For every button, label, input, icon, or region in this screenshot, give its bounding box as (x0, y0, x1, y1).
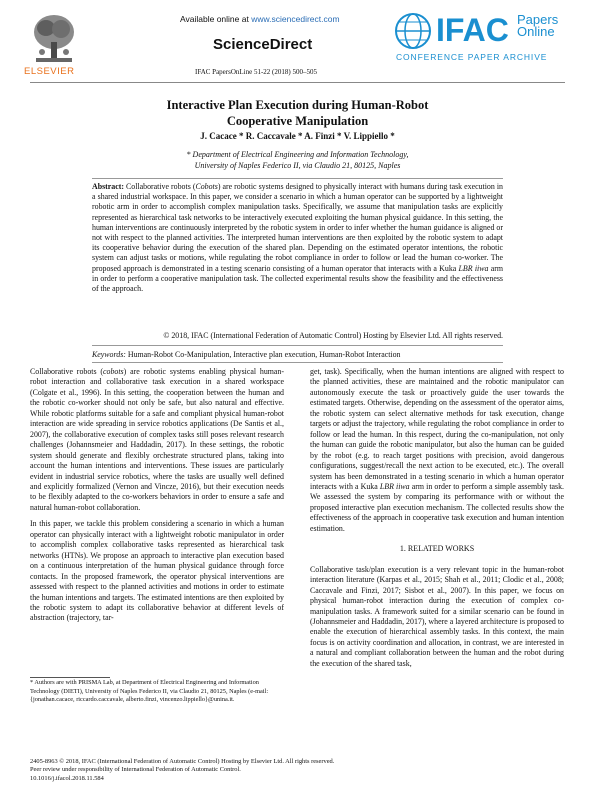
available-prefix: Available online at (180, 14, 249, 24)
right-column (310, 367, 564, 675)
journal-citation: IFAC PapersOnLine 51-22 (2018) 500–505 (195, 68, 317, 76)
ifac-archive-label: CONFERENCE PAPER ARCHIVE (396, 52, 548, 62)
available-online-line (180, 14, 340, 24)
intro-cobots: cobots (103, 367, 124, 376)
footer-issn-line: 2405-8963 © 2018, IFAC (International Federation of Automatic Control) Hosting by Elsevier Ltd. All rights reserved. (30, 758, 335, 765)
affiliation (0, 149, 595, 171)
intro-p3-text-b: arm in order to perform a simple assembly task. We assessed the system by comparing its performance with or without the proposed interactive plan execution mechanism. The collected results show the effectiveness of the approach in cooperative task execution and human intention estimation. (310, 481, 565, 533)
related-works-paragraph: Collaborative task/plan execution is a very relevant topic in the human-robot interaction literature (Karpas et al., 2015; Shah et al., 2011; Clodic et al., 2008; Caccavale and Finzi, 2017; Sisbot et al., 2007). In this paper, we focus on physical human-robot interaction during the execution of complex co-manipulation tasks. A framework suited for a similar scenario can be found in (Johannsmeier and Haddadin, 2017), where a layered architecture is proposed to enable the execution of hierarchical assembly tasks. In this context, the main focus is on activity coordination and allocation, in contrast, we are interested in a natural and compliant collaboration between the human and the robot during the execution of the shared task, (310, 564, 564, 668)
abstract-lbr: LBR iiwa (458, 263, 489, 273)
elsevier-wordmark: ELSEVIER (24, 66, 75, 77)
intro-paragraph-3 (310, 367, 564, 534)
intro-paragraph-1 (30, 367, 284, 513)
abstract-text-2: ) are robotic systems designed to physically interact with humans during task execution in a shared industrial workspace. In this paper, we consider a scenario in which a human operator can be supported by a lightweight robotic arm in order to accomplish complex manipulation tasks. Specifically, we assume that manipulation tasks are explicitly represented as hierarchical task networks to be interactively executed exploiting the human physical guidance. In this setting, the human interventions are continuously interpreted by the robotic system in order to infer whether the human guidance is aligned or not with respect to the planned activities. The interpreted human interventions are then exploited by the robotic system to adapt its cooperative behavior during the execution of the shared plan. Depending on the estimated operator intentions, the robotic system can adjust tasks or motions, while regulating the robot compliance in order to follow or lead the human co-worker. The proposed approach is demonstrated in a testing scenario consisting of a human operator that interacts with a Kuka (92, 182, 503, 273)
abstract-label: Abstract: (92, 182, 124, 191)
ifac-papers-label: Papers (517, 12, 559, 27)
ifac-globe-logo (394, 12, 432, 50)
ifac-papers-online (517, 14, 558, 38)
affiliation-line-2: University of Naples Federico II, via Claudio 21, 80125, Naples (194, 161, 401, 170)
copyright-notice: © 2018, IFAC (International Federation of Automatic Control) Hosting by Elsevier Ltd. All rights reserved. (163, 331, 503, 340)
abstract-top-rule (92, 178, 503, 179)
abstract (92, 182, 503, 294)
ifac-online-label: Online (517, 24, 555, 39)
author-list: J. Cacace * R. Caccavale * A. Finzi * V. Lippiello * (200, 131, 395, 141)
intro-p1-text-a: Collaborative robots ( (30, 367, 104, 376)
keywords-bottom-rule (92, 362, 503, 363)
title-line-1: Interactive Plan Execution during Human-Robot (166, 98, 429, 112)
footer-peer-review: Peer review under responsibility of International Federation of Automatic Control. (30, 766, 241, 774)
header-divider (30, 82, 565, 83)
abstract-cobots: Cobots (195, 182, 218, 191)
page-footer (30, 758, 565, 783)
keywords (92, 350, 503, 359)
ifac-wordmark: IFAC (436, 12, 509, 48)
sciencedirect-link[interactable]: www.sciencedirect.com (251, 14, 340, 24)
elsevier-tree-logo (30, 12, 78, 66)
keywords-label: Keywords: (92, 350, 126, 359)
affiliation-line-1: * Department of Electrical Engineering and Information Technology, (186, 150, 409, 159)
sciencedirect-wordmark: ScienceDirect (213, 36, 313, 53)
left-column (30, 367, 284, 630)
intro-lbr: LBR iiwa (379, 481, 410, 491)
section-heading-related-works: 1. RELATED WORKS (399, 544, 475, 554)
paper-title (0, 97, 595, 129)
keywords-text: Human-Robot Co-Manipulation, Interactive plan execution, Human-Robot Interaction (127, 350, 401, 359)
footnote-rule (30, 677, 110, 678)
title-line-2: Cooperative Manipulation (226, 114, 369, 128)
author-footnote: * Authors are with PRISMA Lab, at Department of Electrical Engineering and Information Technology (DIETI), University of Naples Federico II, via Claudio 21, 80125, Naples (e-mail: {jonathan.cacace, riccardo.caccavale, alberto.finzi, vincenzo.lippiello}@unina.it. (30, 679, 269, 704)
abstract-text-3: arm in order to perform a cooperative manipulation task. The collected experimental results show the feasibility and the effectiveness of the approach. (92, 263, 503, 294)
footer-doi[interactable]: 10.1016/j.ifacol.2018.11.584 (30, 774, 104, 782)
intro-p1-text-b: ) are robotic systems enabling physical human-robot interaction and collaborative task execution in a shared workspace (Colgate et al., 1996). In this setting, the cooperation between the human and the robotic co-worker should not only be safe, but also natural and effective. While robotic platforms suitable for a safe and compliant physical human-robot interaction are wide spreading in service robotics applications (De Santis et al., 2007), the collaborative execution of complex tasks still poses relevant research challenges (Johannsmeier and Haddadin, 2017). In these settings, the robotic system should generate and flexibly orchestrate structured plans, taking into account the human intentions and interventions. These issues are particularly evident in industrial service robotics, where the tasks are usually well defined and explicitly formalized (Vernon and Vincze, 2016), but their execution needs to be flexibly adapted to the co-workers behaviors in order to ensure a safe and natural human-robot collaboration. (30, 367, 284, 512)
keywords-rule (92, 345, 503, 346)
abstract-text-1: Collaborative robots ( (126, 182, 196, 191)
intro-paragraph-2: In this paper, we tackle this problem considering a scenario in which a human operator can physically interact with a lightweight robotic manipulator in order to accomplish complex collaborative tasks represented as hierarchical task networks (HTNs). We propose an approach to interactive plan execution based on a continuous interpretation of the human physical guidance through force contacts. In the proposed framework, the operator physical interventions are assessed with respect to the planned activities and motions in order to estimate the human intentions and targets. The estimated intentions are then exploited by the robotic system to adapt its collaborative behavior at different levels of abstraction (trajectory, tar- (30, 519, 284, 623)
intro-p3-text-a: get, task). Specifically, when the human intentions are aligned with respect to the planned activities, these are maintained and the robotic manipulator can autonomously execute the task or proactively guide the user towards the estimated targets. Otherwise, depending on the assessment of the operator aims, the robotic system can select alternative methods for task execution, change targets or adjust the trajectory, while regulating the robot compliance in order to follow or lead the human. In this respect, during the co-manipulation, not only the human can guide the robotic manipulator, but also the human can be guided by the robot (e.g. to reach target positions with precision, avoid dangerous configurations, suggest/recall the next action to be executed, etc.). The overall system has been demonstrated in a testing scenario in which a human operator interacts with a Kuka (310, 367, 564, 491)
